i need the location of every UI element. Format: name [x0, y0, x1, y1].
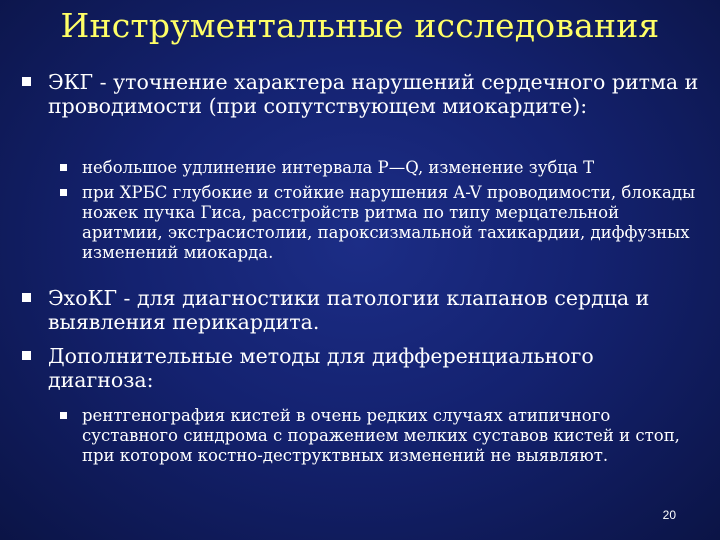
bullet-ecg [48, 70, 703, 118]
square-bullet-icon [22, 351, 31, 360]
page-number: 20 [662, 508, 676, 522]
slide-title: Инструментальные исследования [60, 6, 660, 45]
square-bullet-icon [22, 77, 31, 86]
square-bullet-icon [60, 189, 67, 196]
square-bullet-icon [60, 412, 67, 419]
bullet-text: ЭхоКГ - для диагностики патологии клапанов сердца и выявления перикардита. [48, 286, 650, 334]
sub-bullet-text: небольшое удлинение интервала P—Q, изменение зубца T [82, 158, 595, 177]
bullet-text: ЭКГ - уточнение характера нарушений сердечного ритма и проводимости (при сопутствующем миокардите): [48, 70, 699, 118]
square-bullet-icon [22, 293, 31, 302]
bullet-additional [48, 344, 703, 392]
sub-bullet-av [82, 183, 697, 263]
bullet-text: Дополнительные методы для дифференциального диагноза: [48, 344, 594, 392]
sub-bullet-text: рентгенография кистей в очень редких случаях атипичного суставного синдрома с поражением мелких суставов кистей и стоп, при котором костно-деструктвных изменений не выявляют. [82, 406, 680, 465]
sub-bullet-text: при ХРБС глубокие и стойкие нарушения A-V проводимости, блокады ножек пучка Гиса, расстройств ритма по типу мерцательной аритмии, экстрасистолии, пароксизмальной тахикардии, диффузных изменений миокарда. [82, 183, 696, 262]
bullet-echo [48, 286, 703, 334]
sub-bullet-xray [82, 406, 697, 466]
sub-bullet-pq [82, 158, 697, 178]
square-bullet-icon [60, 164, 67, 171]
